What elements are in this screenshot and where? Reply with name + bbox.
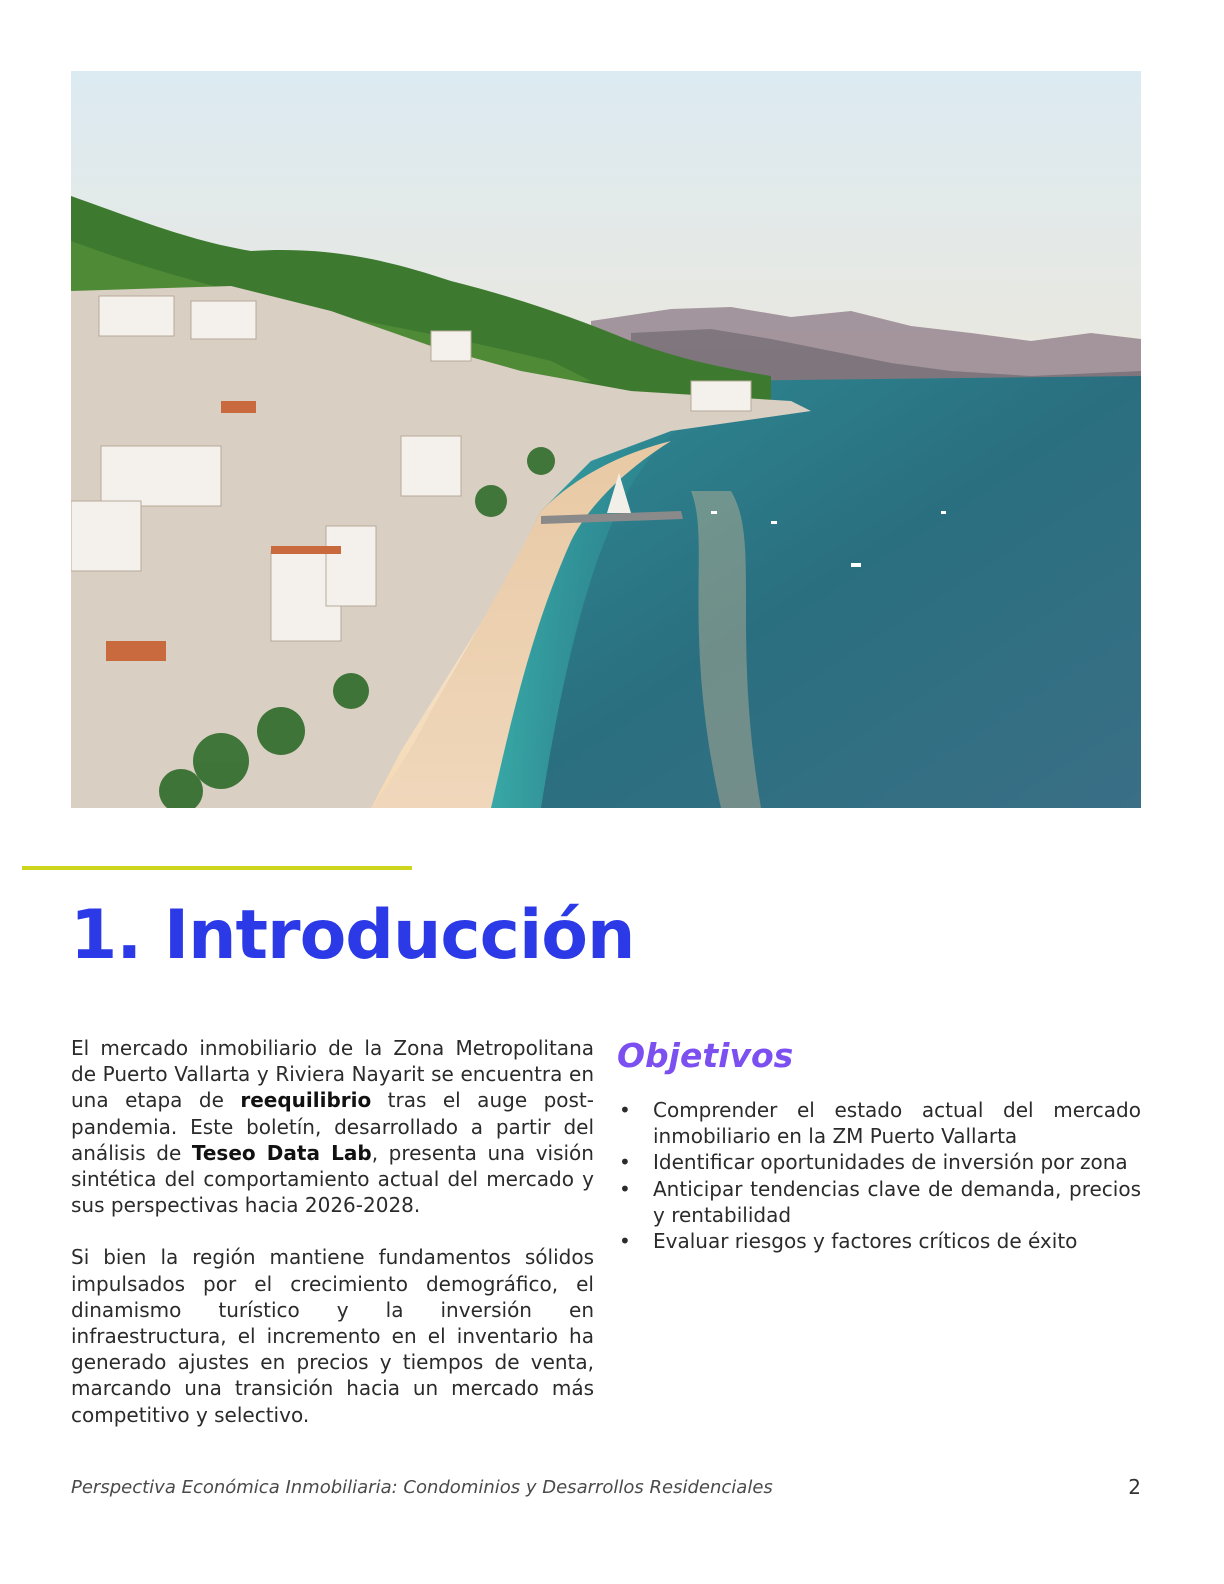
bullet-icon: • [619, 1150, 631, 1175]
intro-emphasis: reequilibrio [240, 1088, 372, 1113]
bullet-icon: • [619, 1098, 631, 1122]
intro-text: El mercado inmobiliario de la Zona Metropolitana de Puerto Vallarta y Riviera Nayarit se encuentra en una etapa de [71, 1036, 594, 1113]
page-number: 2 [1128, 1475, 1141, 1499]
objective-text: Anticipar tendencias clave de demanda, precios y rentabilidad [653, 1176, 1141, 1227]
intro-paragraph-1 [71, 1035, 594, 1218]
objective-text: Identificar oportunidades de inversión por zona [653, 1150, 1128, 1175]
bullet-icon: • [619, 1229, 631, 1254]
objective-text: Comprender el estado actual del mercado inmobiliario en la ZM Puerto Vallarta [653, 1098, 1141, 1149]
accent-rule [22, 866, 412, 870]
intro-paragraph-2: Si bien la región mantiene fundamentos sólidos impulsados por el crecimiento demográfico, el dinamismo turístico y la inversión en infraestructura, el incremento en el inventario ha generado ajustes en precios y tiempos de venta, marcando una transición hacia un mercado más competitivo y selectivo. [71, 1245, 594, 1427]
bullet-icon: • [619, 1176, 631, 1201]
coastal-city-photo-icon [71, 71, 1141, 808]
footer-title: Perspectiva Económica Inmobiliaria: Condominios y Desarrollos Residenciales [71, 1477, 773, 1498]
list-item [617, 1228, 1141, 1254]
intro-text: , presenta una visión sintética del comportamiento actual del mercado y sus perspectivas hacia 2026-2028. [71, 1140, 594, 1218]
list-item [617, 1149, 1141, 1175]
objectives-heading: Objetivos [617, 1036, 794, 1075]
hero-photo [71, 71, 1141, 808]
objectives-list [617, 1097, 1141, 1254]
intro-column [71, 1035, 594, 1454]
intro-emphasis: Teseo Data Lab [191, 1140, 372, 1165]
section-title: 1. Introducción [70, 896, 635, 975]
objective-text: Evaluar riesgos y factores críticos de éxito [653, 1229, 1078, 1254]
list-item [617, 1097, 1141, 1149]
objectives-column [617, 1036, 1141, 1254]
intro-text: tras el auge post-pandemia. Este boletín, desarrollado a partir del análisis de [71, 1088, 594, 1165]
list-item [617, 1176, 1141, 1228]
